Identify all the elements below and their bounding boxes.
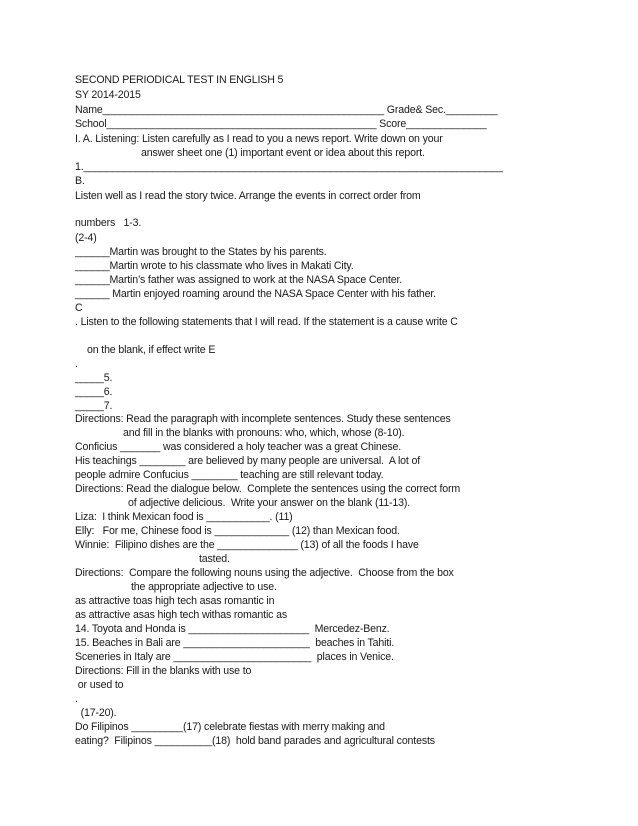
answer-item-6: _____6. <box>75 386 113 398</box>
sentence-item: His teachings ________ are believed by many people are universal. A lot of <box>75 455 421 467</box>
event-item: ______ Martin enjoyed roaming around the NASA Space Center with his father. <box>75 288 436 300</box>
dialogue-line: Winnie: Filipino dishes are the ______________ (13) of all the foods I have <box>75 539 419 551</box>
directions-use-to: Directions: Fill in the blanks with use to <box>75 665 252 677</box>
section-c-label: C <box>75 302 83 314</box>
event-item: ______Martin wrote to his classmate who lives in Makati City. <box>75 260 354 272</box>
school-score-line: School_______________________________________________ Score______________ <box>75 118 487 130</box>
item-range-17-20: (17-20). <box>75 707 117 719</box>
dialogue-line: Liza: I think Mexican food is ___________. (11) <box>75 511 293 523</box>
compare-item-14: 14. Toyota and Honda is _____________________ Mercedez-Benz. <box>75 623 390 635</box>
section-b-instruction: Listen well as I read the story twice. Arrange the events in correct order from <box>75 190 421 202</box>
adjective-box-row: as attractive toas high tech asas romantic in <box>75 595 275 607</box>
answer-item-5: _____5. <box>75 372 113 384</box>
dialogue-line-cont: tasted. <box>199 553 230 565</box>
section-c-period: . <box>75 358 78 370</box>
directions-pronouns-cont: and fill in the blanks with pronouns: who, which, whose (8-10). <box>123 427 405 439</box>
answer-line-1: 1._________________________________________________________________________ <box>75 161 503 173</box>
answer-item-7: _____7. <box>75 400 113 412</box>
school-year: SY 2014-2015 <box>75 89 141 101</box>
directions-period: . <box>75 693 78 705</box>
compare-item-15: 15. Beaches in Bali are ______________________ beaches in Tahiti. <box>75 637 395 649</box>
directions-dialogue: Directions: Read the dialogue below. Complete the sentences using the correct form <box>75 483 461 495</box>
name-grade-line: Name_________________________________________________ Grade& Sec._________ <box>75 104 498 116</box>
directions-dialogue-cont: of adjective delicious. Write your answer on the blank (11-13). <box>128 497 411 509</box>
directions-compare-cont: the appropriate adjective to use. <box>131 581 277 593</box>
section-b-label: B. <box>75 175 85 187</box>
dialogue-line: Elly: For me, Chinese food is _____________ (12) than Mexican food. <box>75 525 400 537</box>
directions-compare: Directions: Compare the following nouns using the adjective. Choose from the box <box>75 567 454 579</box>
sentence-item: people admire Confucius ________ teaching are still relevant today. <box>75 469 384 481</box>
fill-item-18: eating? Filipinos __________(18) hold band parades and agricultural contests <box>75 735 435 747</box>
section-ia-instruction: answer sheet one (1) important event or idea about this report. <box>141 147 425 159</box>
event-item: ______Martin was brought to the States by his parents. <box>75 246 327 258</box>
directions-pronouns: Directions: Read the paragraph with incomplete sentences. Study these sentences <box>75 413 451 425</box>
section-b-numbers: numbers 1-3. <box>75 217 142 229</box>
section-c-instruction: . Listen to the following statements that I will read. If the statement is a cause write C <box>75 316 458 328</box>
sentence-item: Conficius _______ was considered a holy teacher was a great Chinese. <box>75 441 402 453</box>
section-ia-heading: I. A. Listening: Listen carefully as I read to you a news report. Write down on your <box>75 133 443 145</box>
compare-item-16: Sceneries in Italy are ________________________ places in Venice. <box>75 651 394 663</box>
fill-item-17: Do Filipinos _________(17) celebrate fiestas with merry making and <box>75 721 385 733</box>
item-range-2-4: (2-4) <box>75 232 97 244</box>
event-item: ______Martin’s father was assigned to work at the NASA Space Center. <box>75 274 403 286</box>
adjective-box-row: as attractive asas high tech withas romantic as <box>75 609 287 621</box>
section-c-instruction-cont: on the blank, if effect write E <box>87 344 216 356</box>
test-title: SECOND PERIODICAL TEST IN ENGLISH 5 <box>75 74 284 86</box>
directions-use-to-cont: or used to <box>75 679 124 691</box>
